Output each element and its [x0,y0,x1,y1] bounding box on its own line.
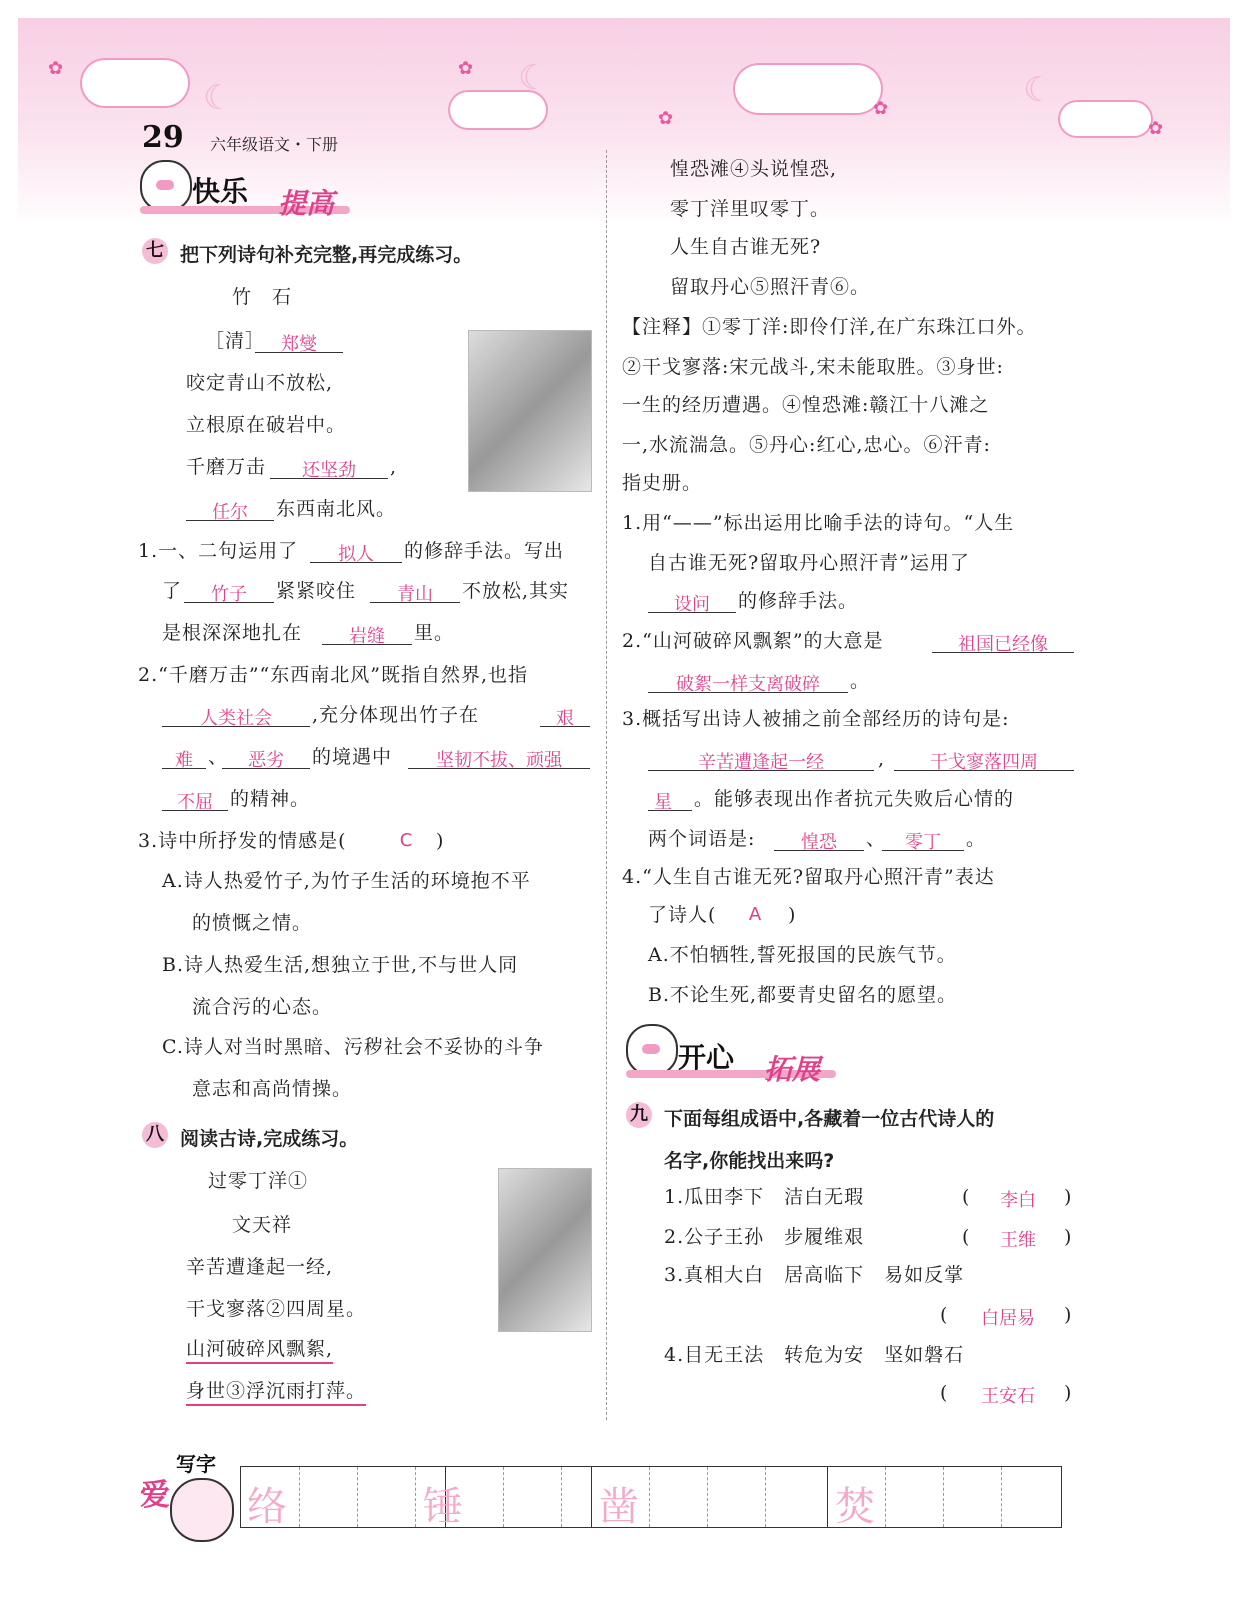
child-writing-icon [170,1478,234,1542]
bear-mascot-icon [626,1024,678,1076]
poem-line-underlined: 身世③浮沉雨打萍。 [186,1380,366,1406]
question-number: 八 [142,1122,168,1148]
star-icon: ✿ [48,58,64,79]
option-a: A.诗人热爱竹子,为竹子生活的环境抱不平 [162,870,531,892]
star-icon: ✿ [873,98,889,119]
cloud-icon [1058,100,1153,138]
trace-character: 焚 [835,1484,875,1530]
section-title-a: 开心 [678,1041,735,1074]
book-title: 六年级语文・下册 [210,135,339,154]
answer: 王维 [1000,1230,1036,1251]
footer-logo-text: 写字 [176,1452,216,1476]
answer: 不屈 [177,792,213,813]
answer: 难 [175,750,193,771]
answer: 坚韧不拔、顽强 [436,750,562,771]
answer: 白居易 [981,1308,1035,1329]
option-b: B.诗人热爱生活,想独立于世,不与世人同 [162,954,519,976]
poem-line: 千磨万击 [186,456,267,478]
answer: 干戈寥落四周 [930,752,1038,773]
trace-character: 锤 [423,1484,463,1530]
poem-line: 东西南北风。 [276,498,397,520]
star-icon: ✿ [1148,118,1164,139]
answer: 人类社会 [200,708,272,729]
answer: 惶恐 [801,832,837,853]
poem-line: 辛苦遭逢起一经, [186,1256,334,1278]
answer: 郑燮 [281,334,317,355]
cloud-icon [80,58,190,108]
poem-title: 竹 石 [232,286,293,308]
idiom-row: 2.公子王孙 步履维艰 [664,1226,865,1248]
answer: 青山 [397,584,433,605]
poem-line: 立根原在破岩中。 [186,414,347,436]
answer: A [748,904,762,925]
poem-line: 零丁洋里叹零丁。 [670,198,831,220]
note: 【注释】①零丁洋:即伶仃洋,在广东珠江口外。 [622,316,1037,338]
page-number: 29 [142,120,184,155]
answer: 艰 [556,708,574,729]
wen-tianxiang-portrait [498,1168,592,1332]
idiom-row: 4.目无王法 转危为安 坚如磐石 [664,1344,965,1366]
answer: 王安石 [981,1386,1035,1407]
dynasty-label: ［清］ [205,330,266,352]
answer: 恶劣 [248,750,284,771]
bear-mascot-icon [140,160,192,212]
answer: 破絮一样支离破碎 [676,674,820,695]
question-heading: 把下列诗句补充完整,再完成练习。 [180,244,473,266]
question-number: 七 [142,238,168,264]
answer: 零丁 [905,832,941,853]
option-b: B.不论生死,都要青史留名的愿望。 [648,984,958,1006]
poem-line: 人生自古谁无死? [670,236,822,258]
trace-character: 凿 [599,1484,639,1530]
answer: 李白 [1000,1190,1036,1211]
poem-line: 干戈寥落②四周星。 [186,1298,367,1320]
column-divider [606,150,607,1420]
cloud-icon [733,63,883,115]
poem-line: 咬定青山不放松, [186,372,334,394]
question-heading: 下面每组成语中,各藏着一位古代诗人的 [664,1108,995,1130]
poem-line-underlined: 山河破碎风飘絮, [186,1338,333,1364]
idiom-row: 1.瓜田李下 洁白无瑕 [664,1186,865,1208]
bamboo-rock-painting [468,330,592,492]
answer: 辛苦遭逢起一经 [698,752,824,773]
option-c: C.诗人对当时黑暗、污秽社会不妥协的斗争 [162,1036,544,1058]
answer: 还坚劲 [302,460,356,481]
answer: 岩缝 [349,626,385,647]
section-title-a: 快乐 [192,175,249,208]
answer: 星 [654,792,672,813]
poem-line: 惶恐滩④头说惶恐, [670,158,838,180]
question-number: 九 [626,1102,652,1128]
answer: 拟人 [338,544,374,565]
answer: 任尔 [212,502,248,523]
poem-title: 过零丁洋① [208,1170,309,1192]
section-title-b: 拓展 [764,1053,821,1086]
moon-icon: ☾ [203,78,234,118]
section-title-b: 提高 [278,187,335,220]
answer: 设问 [674,594,710,615]
footer-logo-love: 爱 [140,1478,170,1513]
answer: 祖国已经像 [958,634,1048,655]
trace-character: 络 [247,1484,287,1530]
option-a: A.不怕牺牲,誓死报国的民族气节。 [648,944,957,966]
moon-icon: ☾ [518,58,549,98]
poem-author: 文天祥 [232,1214,293,1236]
idiom-row: 3.真相大白 居高临下 易如反掌 [664,1264,965,1286]
answer: C [399,830,413,851]
question-heading: 阅读古诗,完成练习。 [180,1128,359,1150]
moon-icon: ☾ [1023,70,1054,110]
writing-grid [240,1466,1062,1528]
star-icon: ✿ [658,108,674,129]
answer: 竹子 [211,584,247,605]
poem-line: 留取丹心⑤照汗青⑥。 [670,276,871,298]
star-icon: ✿ [458,58,474,79]
